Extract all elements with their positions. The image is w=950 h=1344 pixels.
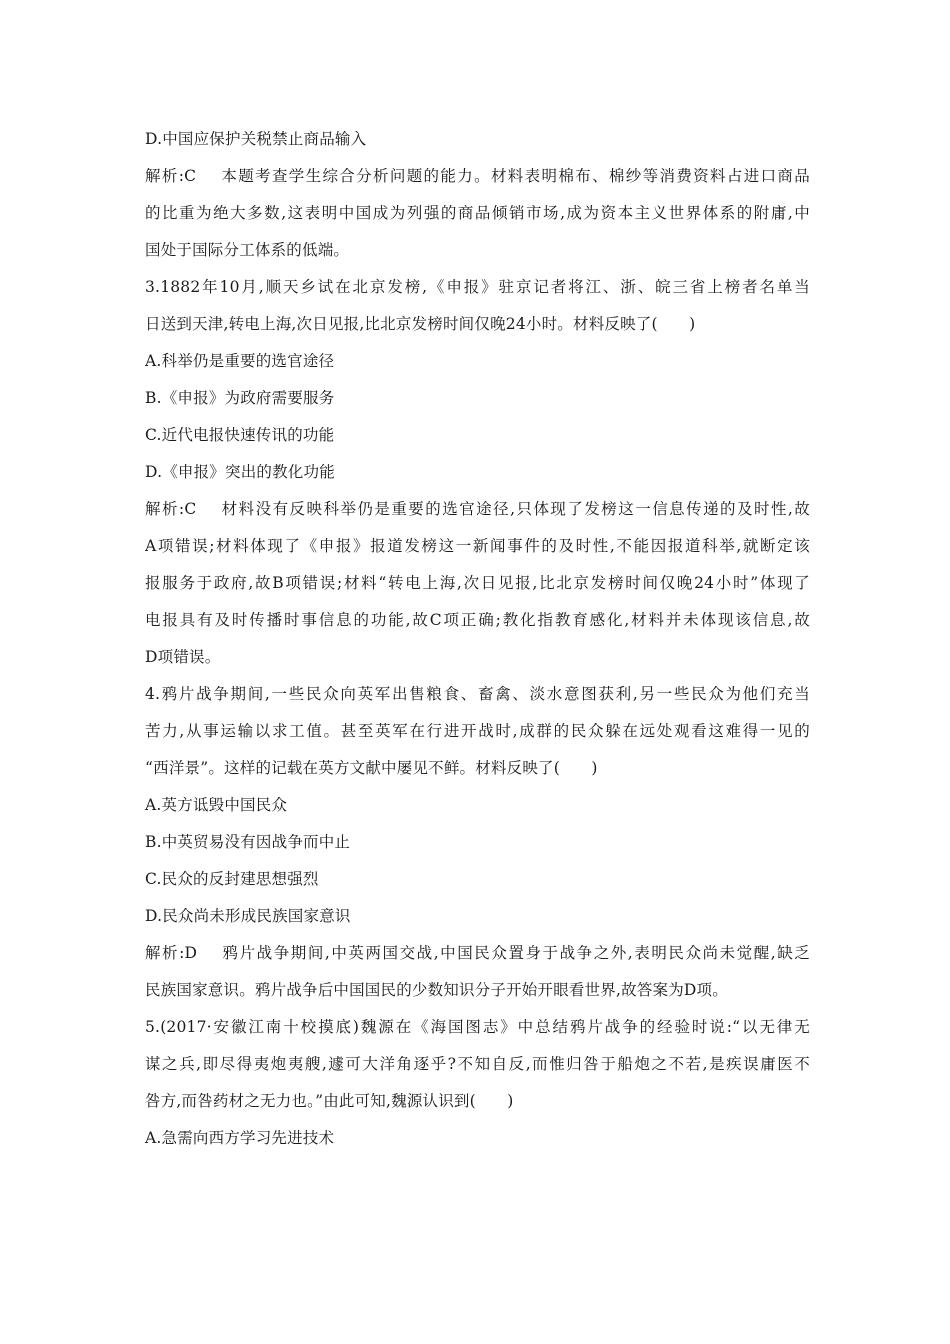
- option-line: A.科举仍是重要的选官途径: [145, 352, 335, 370]
- analysis-line: 解析:D 鸦片战争期间,中英两国交战,中国民众置身于战争之外,表明民众尚未觉醒,缺乏: [145, 944, 810, 962]
- question-line: 谋之兵,即尽得夷炮夷艘,遽可大洋角逐乎?不知自反,而惟归咎于船炮之不若,是疾误庸医不: [145, 1055, 810, 1073]
- option-line: A.英方诋毁中国民众: [145, 796, 288, 814]
- analysis-line: A项错误;材料体现了《申报》报道发榜这一新闻事件的及时性,不能因报道科举,就断定该: [145, 537, 810, 555]
- question-line: 苦力,从事运输以求工值。甚至英军在行进开战时,成群的民众躲在远处观看这难得一见的: [145, 722, 810, 740]
- question-line: 3.1882年10月,顺天乡试在北京发榜,《申报》驻京记者将江、浙、皖三省上榜者名单当: [145, 278, 810, 296]
- analysis-line: 解析:C 材料没有反映科举仍是重要的选官途径,只体现了发榜这一信息传递的及时性,故: [145, 500, 810, 518]
- question-line: 日送到天津,转电上海,次日见报,比北京发榜时间仅晚24小时。材料反映了( ): [145, 315, 696, 333]
- option-line: B.《申报》为政府需要服务: [145, 389, 335, 407]
- question-line: 5.(2017·安徽江南十校摸底)魏源在《海国图志》中总结鸦片战争的经验时说:“以无律无: [145, 1018, 810, 1036]
- option-line: D.民众尚未形成民族国家意识: [145, 907, 351, 925]
- option-line: A.急需向西方学习先进技术: [145, 1129, 335, 1147]
- option-line: C.近代电报快速传讯的功能: [145, 426, 335, 444]
- analysis-line: 报服务于政府,故B项错误;材料“转电上海,次日见报,比北京发榜时间仅晚24小时”体现了: [145, 574, 810, 592]
- option-line: D.中国应保护关税禁止商品输入: [145, 130, 367, 148]
- analysis-line: 民族国家意识。鸦片战争后中国国民的少数知识分子开始开眼看世界,故答案为D项。: [145, 981, 728, 999]
- analysis-line: 国处于国际分工体系的低端。: [145, 241, 350, 259]
- option-line: D.《申报》突出的教化功能: [145, 463, 335, 481]
- option-line: C.民众的反封建思想强烈: [145, 870, 319, 888]
- analysis-line: 电报具有及时传播时事信息的功能,故C项正确;教化指教育感化,材料并未体现该信息,故: [145, 611, 810, 629]
- document-page: [145, 121, 810, 1157]
- question-line: “西洋景”。这样的记载在英方文献中屡见不鲜。材料反映了( ): [145, 759, 598, 777]
- analysis-line: 解析:C 本题考查学生综合分析问题的能力。材料表明棉布、棉纱等消费资料占进口商品: [145, 167, 810, 185]
- question-line: 4.鸦片战争期间,一些民众向英军出售粮食、畜禽、淡水意图获利,另一些民众为他们充当: [145, 685, 810, 703]
- option-line: B.中英贸易没有因战争而中止: [145, 833, 351, 851]
- analysis-line: 的比重为绝大多数,这表明中国成为列强的商品倾销市场,成为资本主义世界体系的附庸,中: [145, 204, 810, 222]
- question-line: 咎方,而咎药材之无力也。”由此可知,魏源认识到( ): [145, 1092, 514, 1110]
- analysis-line: D项错误。: [145, 648, 221, 666]
